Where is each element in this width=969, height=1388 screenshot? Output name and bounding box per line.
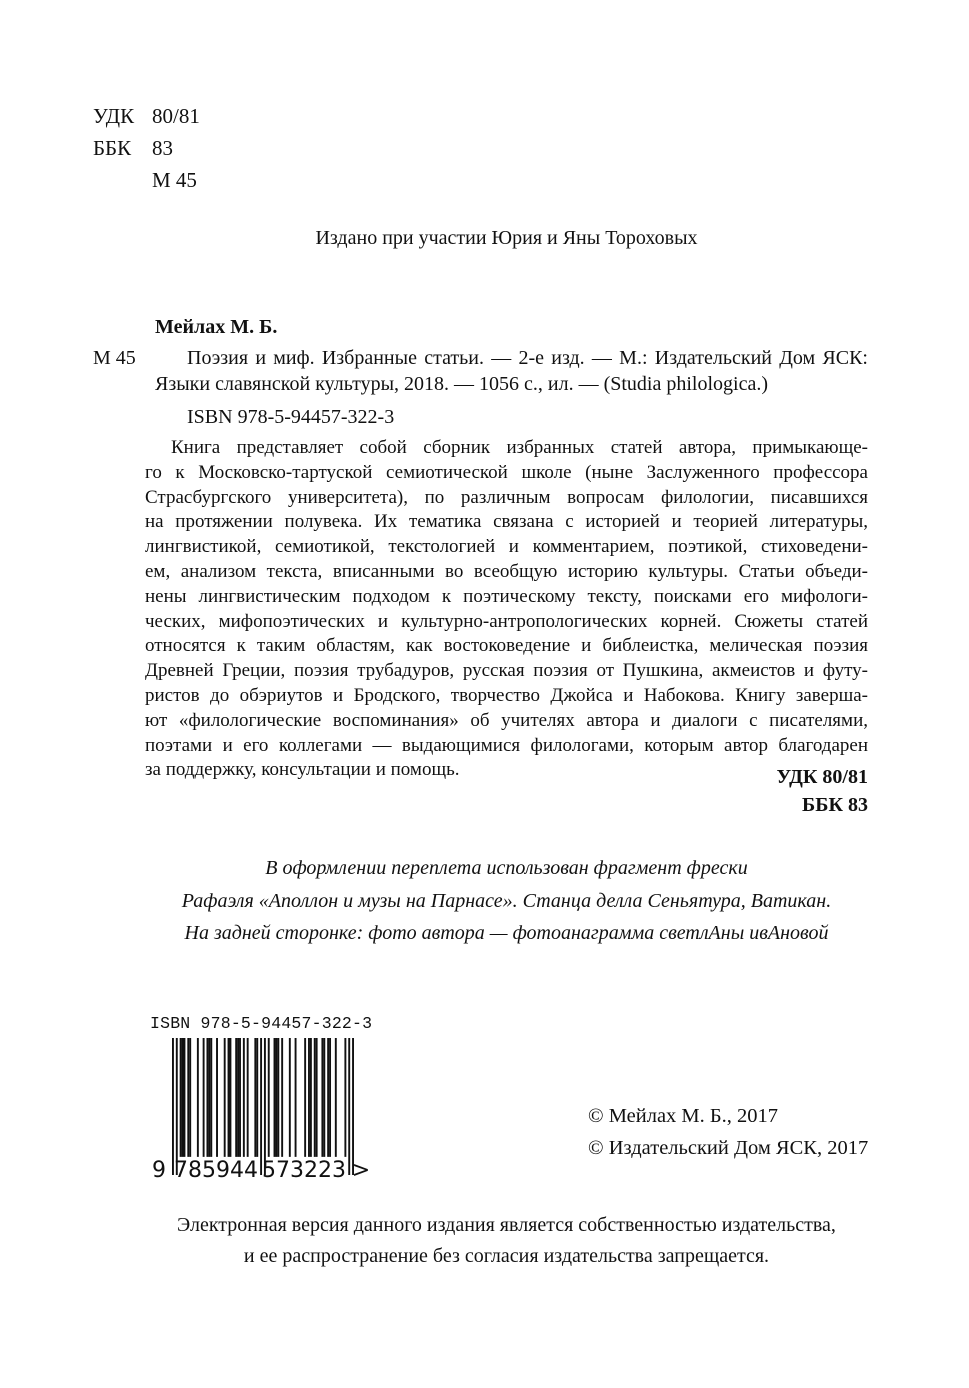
annotation-paragraph — [145, 436, 868, 783]
text-line: Электронная версия данного издания является собственностью издательства, — [177, 1214, 836, 1236]
author-sign: М 45 — [152, 168, 197, 192]
bbk-value: 83 — [152, 136, 173, 160]
electronic-version-note — [145, 1210, 868, 1272]
barcode-digit-first: 9 — [152, 1158, 166, 1183]
text-line: ческих, мифопоэтических и культурно-антропологических корней. Сюжеты статей — [145, 610, 868, 632]
classification-codes-top — [93, 100, 200, 196]
author-sign-row — [93, 164, 200, 196]
author-sign-margin: М 45 — [93, 347, 136, 369]
barcode-isbn-text: ISBN 978-5-94457-322-3 — [150, 1014, 373, 1033]
text-line: го к Московско-тартуской семиотической школе (ныне Заслуженного профессора — [145, 461, 868, 483]
text-line: На задней сторонке: фото автора — фотоанаграмма светлАны ивАновой — [184, 922, 829, 944]
text-line: Рафаэля «Аполлон и музы на Парнасе». Станца делла Сеньятура, Ватикан. — [181, 889, 832, 912]
text-line: поэтами и его коллегами — выдающимися филологами, которым автор благодарен — [145, 734, 868, 756]
udk-code-bottom: УДК 80/81 — [776, 766, 868, 788]
text-line: © Мейлах М. Б., 2017 — [588, 1105, 779, 1127]
author-heading: Мейлах М. Б. — [155, 316, 278, 338]
text-line: за поддержку, консультации и помощь. — [145, 759, 460, 781]
bibliographic-record — [93, 314, 868, 430]
barcode-end-mark: > — [351, 1158, 371, 1183]
text-line: ристов до обэриутов и Бродского, творчество Джойса и Набокова. Книгу заверша- — [145, 684, 868, 706]
barcode-digit-group-2: 573223 — [262, 1158, 346, 1183]
udk-label: УДК — [93, 104, 135, 128]
isbn-line: ISBN 978-5-94457-322-3 — [187, 406, 395, 428]
bbk-code-bottom: ББК 83 — [802, 794, 868, 816]
text-line: В оформлении переплета использован фрагмент фрески — [265, 857, 748, 879]
biblio-line-2: Языки славянской культуры, 2018. — 1056 с., ил. — (Studia philologica.) — [155, 373, 768, 395]
ean13-barcode — [172, 1038, 354, 1175]
text-line: Страсбургского университета), по различным вопросам филологии, писавшихся — [145, 486, 868, 508]
text-line: ем, анализом текста, вписанными во всеобщую историю культуры. Статьи объеди- — [145, 560, 868, 582]
udk-value: 80/81 — [152, 104, 200, 128]
text-line: Книга представляет собой сборник избранных статей автора, примыкающе- — [171, 437, 868, 458]
text-line: на протяжении полувека. Их тематика связана с историей и теорией литературы, — [145, 511, 868, 533]
biblio-body — [93, 345, 868, 430]
isbn-barcode-block — [150, 1012, 374, 1184]
classification-codes-bottom — [145, 763, 868, 819]
text-line: Древней Греции, поэзия трубадуров, русская поэзия от Пушкина, акмеистов и футу- — [145, 660, 868, 682]
copyright-block — [588, 1100, 868, 1164]
bbk-label: ББК — [93, 136, 132, 160]
biblio-line-1: Поэзия и миф. Избранные статьи. — 2-е изд. — М.: Издательский Дом ЯСК: — [187, 347, 868, 369]
text-line: относятся к таким областям, как востоковедение и библеистка, мелическая поэзия — [145, 635, 868, 657]
cover-design-note — [145, 852, 868, 950]
participation-note: Издано при участии Юрия и Яны Тороховых — [315, 227, 698, 249]
text-line: ют «филологические воспоминания» об учителях автора и диалоги с писателями, — [145, 709, 868, 731]
empty-label — [93, 164, 152, 196]
bbk-row — [93, 132, 200, 164]
text-line: лингвистикой, семиотикой, текстологией и комментарием, поэтикой, стиховедени- — [145, 536, 868, 558]
udk-row — [93, 100, 200, 132]
text-line: © Издательский Дом ЯСК, 2017 — [588, 1137, 869, 1159]
text-line: нены лингвистическим подходом к поэтическому тексту, поисками его мифологи- — [145, 585, 868, 607]
barcode-digits — [150, 1158, 374, 1184]
text-line: и ее распространение без согласия издательства запрещается. — [243, 1245, 770, 1267]
barcode-digit-group-1: 785944 — [174, 1158, 258, 1183]
ean13-bars — [172, 1038, 354, 1175]
